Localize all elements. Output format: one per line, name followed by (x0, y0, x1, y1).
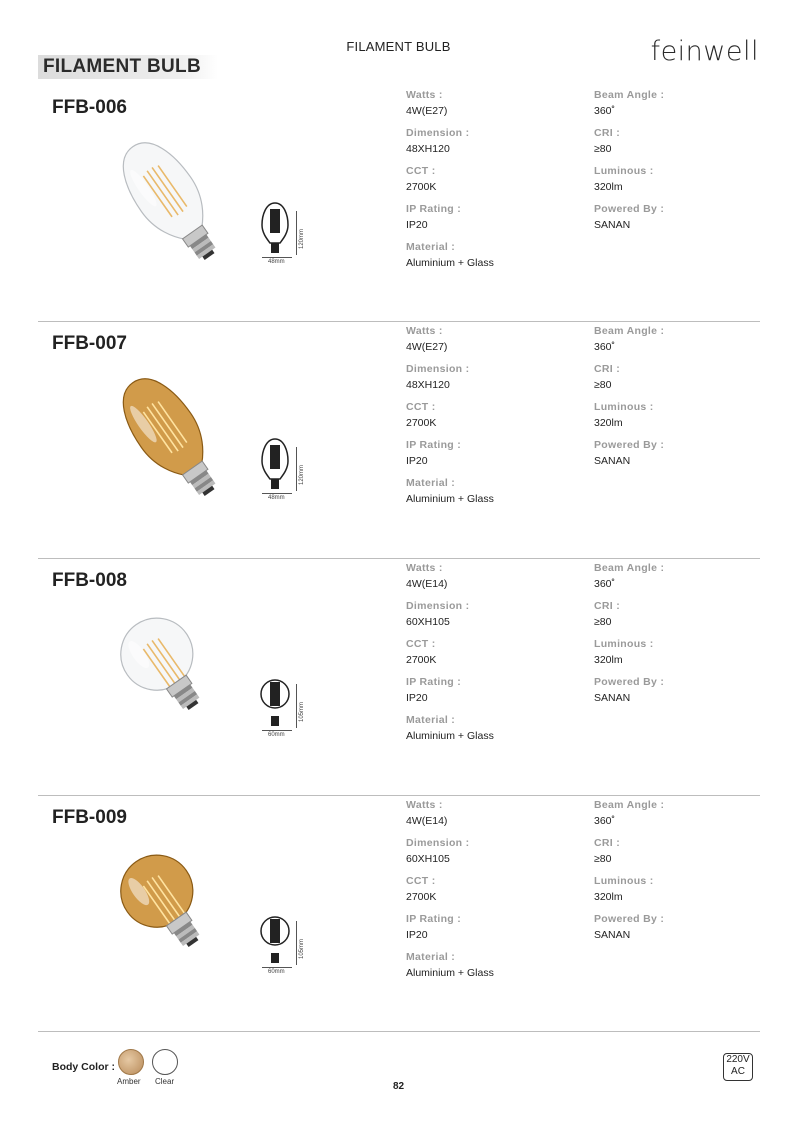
spec-label: Luminous : (594, 401, 654, 413)
spec-value: 4W(E27) (406, 341, 448, 353)
spec-value: ≥80 (594, 616, 612, 628)
dimension-diagram (260, 672, 292, 735)
amber-swatch (118, 1049, 144, 1075)
voltage-value: 220V (726, 1054, 750, 1065)
width-label: 48mm (268, 495, 285, 501)
spec-label: Material : (406, 241, 456, 253)
body-color-label: Body Color : (52, 1061, 115, 1073)
spec-value: 320lm (594, 181, 623, 193)
height-label: 120mm (299, 464, 305, 485)
dimension-diagram (260, 199, 292, 262)
product-section (0, 795, 797, 1032)
width-label: 48mm (268, 259, 285, 265)
spec-label: CCT : (406, 401, 436, 413)
page-title: FILAMENT BULB (43, 56, 201, 77)
spec-value: ≥80 (594, 143, 612, 155)
bulb-photo (100, 835, 240, 990)
height-label: 105mm (299, 701, 305, 722)
spec-value: SANAN (594, 455, 631, 467)
spec-label: Luminous : (594, 165, 654, 177)
spec-value: 48XH120 (406, 143, 450, 155)
spec-value: Aluminium + Glass (406, 257, 494, 269)
spec-label: Luminous : (594, 875, 654, 887)
model-number: FFB-008 (52, 570, 127, 591)
dimension-diagram (260, 435, 292, 498)
section-divider (38, 321, 760, 322)
brand-logo: feinwell (650, 36, 759, 67)
spec-value: 60XH105 (406, 853, 450, 865)
spec-label: Beam Angle : (594, 325, 665, 337)
spec-label: Watts : (406, 799, 443, 811)
spec-label: CCT : (406, 875, 436, 887)
product-section (0, 321, 797, 558)
header-category: FILAMENT BULB (346, 39, 451, 54)
spec-value: 60XH105 (406, 616, 450, 628)
model-number: FFB-009 (52, 807, 127, 828)
bulb-photo (100, 361, 240, 516)
spec-label: Watts : (406, 89, 443, 101)
spec-label: Beam Angle : (594, 799, 665, 811)
spec-value: Aluminium + Glass (406, 967, 494, 979)
spec-value: SANAN (594, 692, 631, 704)
spec-value: 360˚ (594, 105, 616, 117)
spec-label: IP Rating : (406, 439, 462, 451)
spec-value: 320lm (594, 654, 623, 666)
spec-label: Watts : (406, 325, 443, 337)
height-line (296, 921, 297, 965)
spec-label: Material : (406, 714, 456, 726)
spec-value: IP20 (406, 929, 428, 941)
clear-label: Clear (155, 1077, 175, 1086)
spec-label: Beam Angle : (594, 562, 665, 574)
height-line (296, 447, 297, 491)
bulb-photo (100, 598, 240, 753)
spec-value: Aluminium + Glass (406, 493, 494, 505)
model-number: FFB-006 (52, 97, 127, 118)
spec-label: CCT : (406, 165, 436, 177)
clear-swatch (152, 1049, 178, 1075)
spec-value: 320lm (594, 891, 623, 903)
spec-value: SANAN (594, 929, 631, 941)
spec-label: IP Rating : (406, 913, 462, 925)
footer-divider (38, 1031, 760, 1032)
spec-value: 4W(E14) (406, 815, 448, 827)
spec-value: SANAN (594, 219, 631, 231)
spec-label: Luminous : (594, 638, 654, 650)
spec-label: CRI : (594, 837, 620, 849)
spec-label: CRI : (594, 127, 620, 139)
spec-label: Material : (406, 477, 456, 489)
spec-label: Beam Angle : (594, 89, 665, 101)
width-line (262, 967, 292, 968)
voltage-type: AC (731, 1066, 745, 1077)
spec-label: IP Rating : (406, 203, 462, 215)
spec-label: Dimension : (406, 127, 470, 139)
spec-label: Watts : (406, 562, 443, 574)
height-line (296, 211, 297, 255)
height-label: 120mm (299, 228, 305, 249)
width-label: 60mm (268, 732, 285, 738)
spec-value: IP20 (406, 455, 428, 467)
spec-value: IP20 (406, 692, 428, 704)
spec-value: 360˚ (594, 815, 616, 827)
section-divider (38, 795, 760, 796)
spec-value: 320lm (594, 417, 623, 429)
spec-value: 360˚ (594, 578, 616, 590)
spec-value: 4W(E27) (406, 105, 448, 117)
spec-label: IP Rating : (406, 676, 462, 688)
page-number: 82 (392, 1081, 405, 1092)
spec-value: Aluminium + Glass (406, 730, 494, 742)
spec-label: CRI : (594, 363, 620, 375)
width-label: 60mm (268, 969, 285, 975)
spec-label: Dimension : (406, 363, 470, 375)
spec-label: Powered By : (594, 203, 665, 215)
spec-label: Dimension : (406, 837, 470, 849)
spec-value: 4W(E14) (406, 578, 448, 590)
height-line (296, 684, 297, 728)
width-line (262, 493, 292, 494)
spec-value: 2700K (406, 654, 437, 666)
height-label: 105mm (299, 938, 305, 959)
spec-label: Material : (406, 951, 456, 963)
spec-value: IP20 (406, 219, 428, 231)
width-line (262, 257, 292, 258)
spec-value: ≥80 (594, 853, 612, 865)
product-section (0, 558, 797, 795)
spec-label: CCT : (406, 638, 436, 650)
width-line (262, 730, 292, 731)
model-number: FFB-007 (52, 333, 127, 354)
spec-value: 2700K (406, 417, 437, 429)
spec-label: Dimension : (406, 600, 470, 612)
dimension-diagram (260, 909, 292, 972)
bulb-photo (100, 125, 240, 280)
section-divider (38, 558, 760, 559)
spec-label: Powered By : (594, 439, 665, 451)
voltage-badge (723, 1053, 753, 1081)
spec-value: ≥80 (594, 379, 612, 391)
spec-value: 48XH120 (406, 379, 450, 391)
amber-label: Amber (117, 1077, 141, 1086)
spec-label: Powered By : (594, 913, 665, 925)
product-section (0, 85, 797, 322)
spec-label: CRI : (594, 600, 620, 612)
spec-label: Powered By : (594, 676, 665, 688)
spec-value: 2700K (406, 891, 437, 903)
spec-value: 2700K (406, 181, 437, 193)
spec-value: 360˚ (594, 341, 616, 353)
